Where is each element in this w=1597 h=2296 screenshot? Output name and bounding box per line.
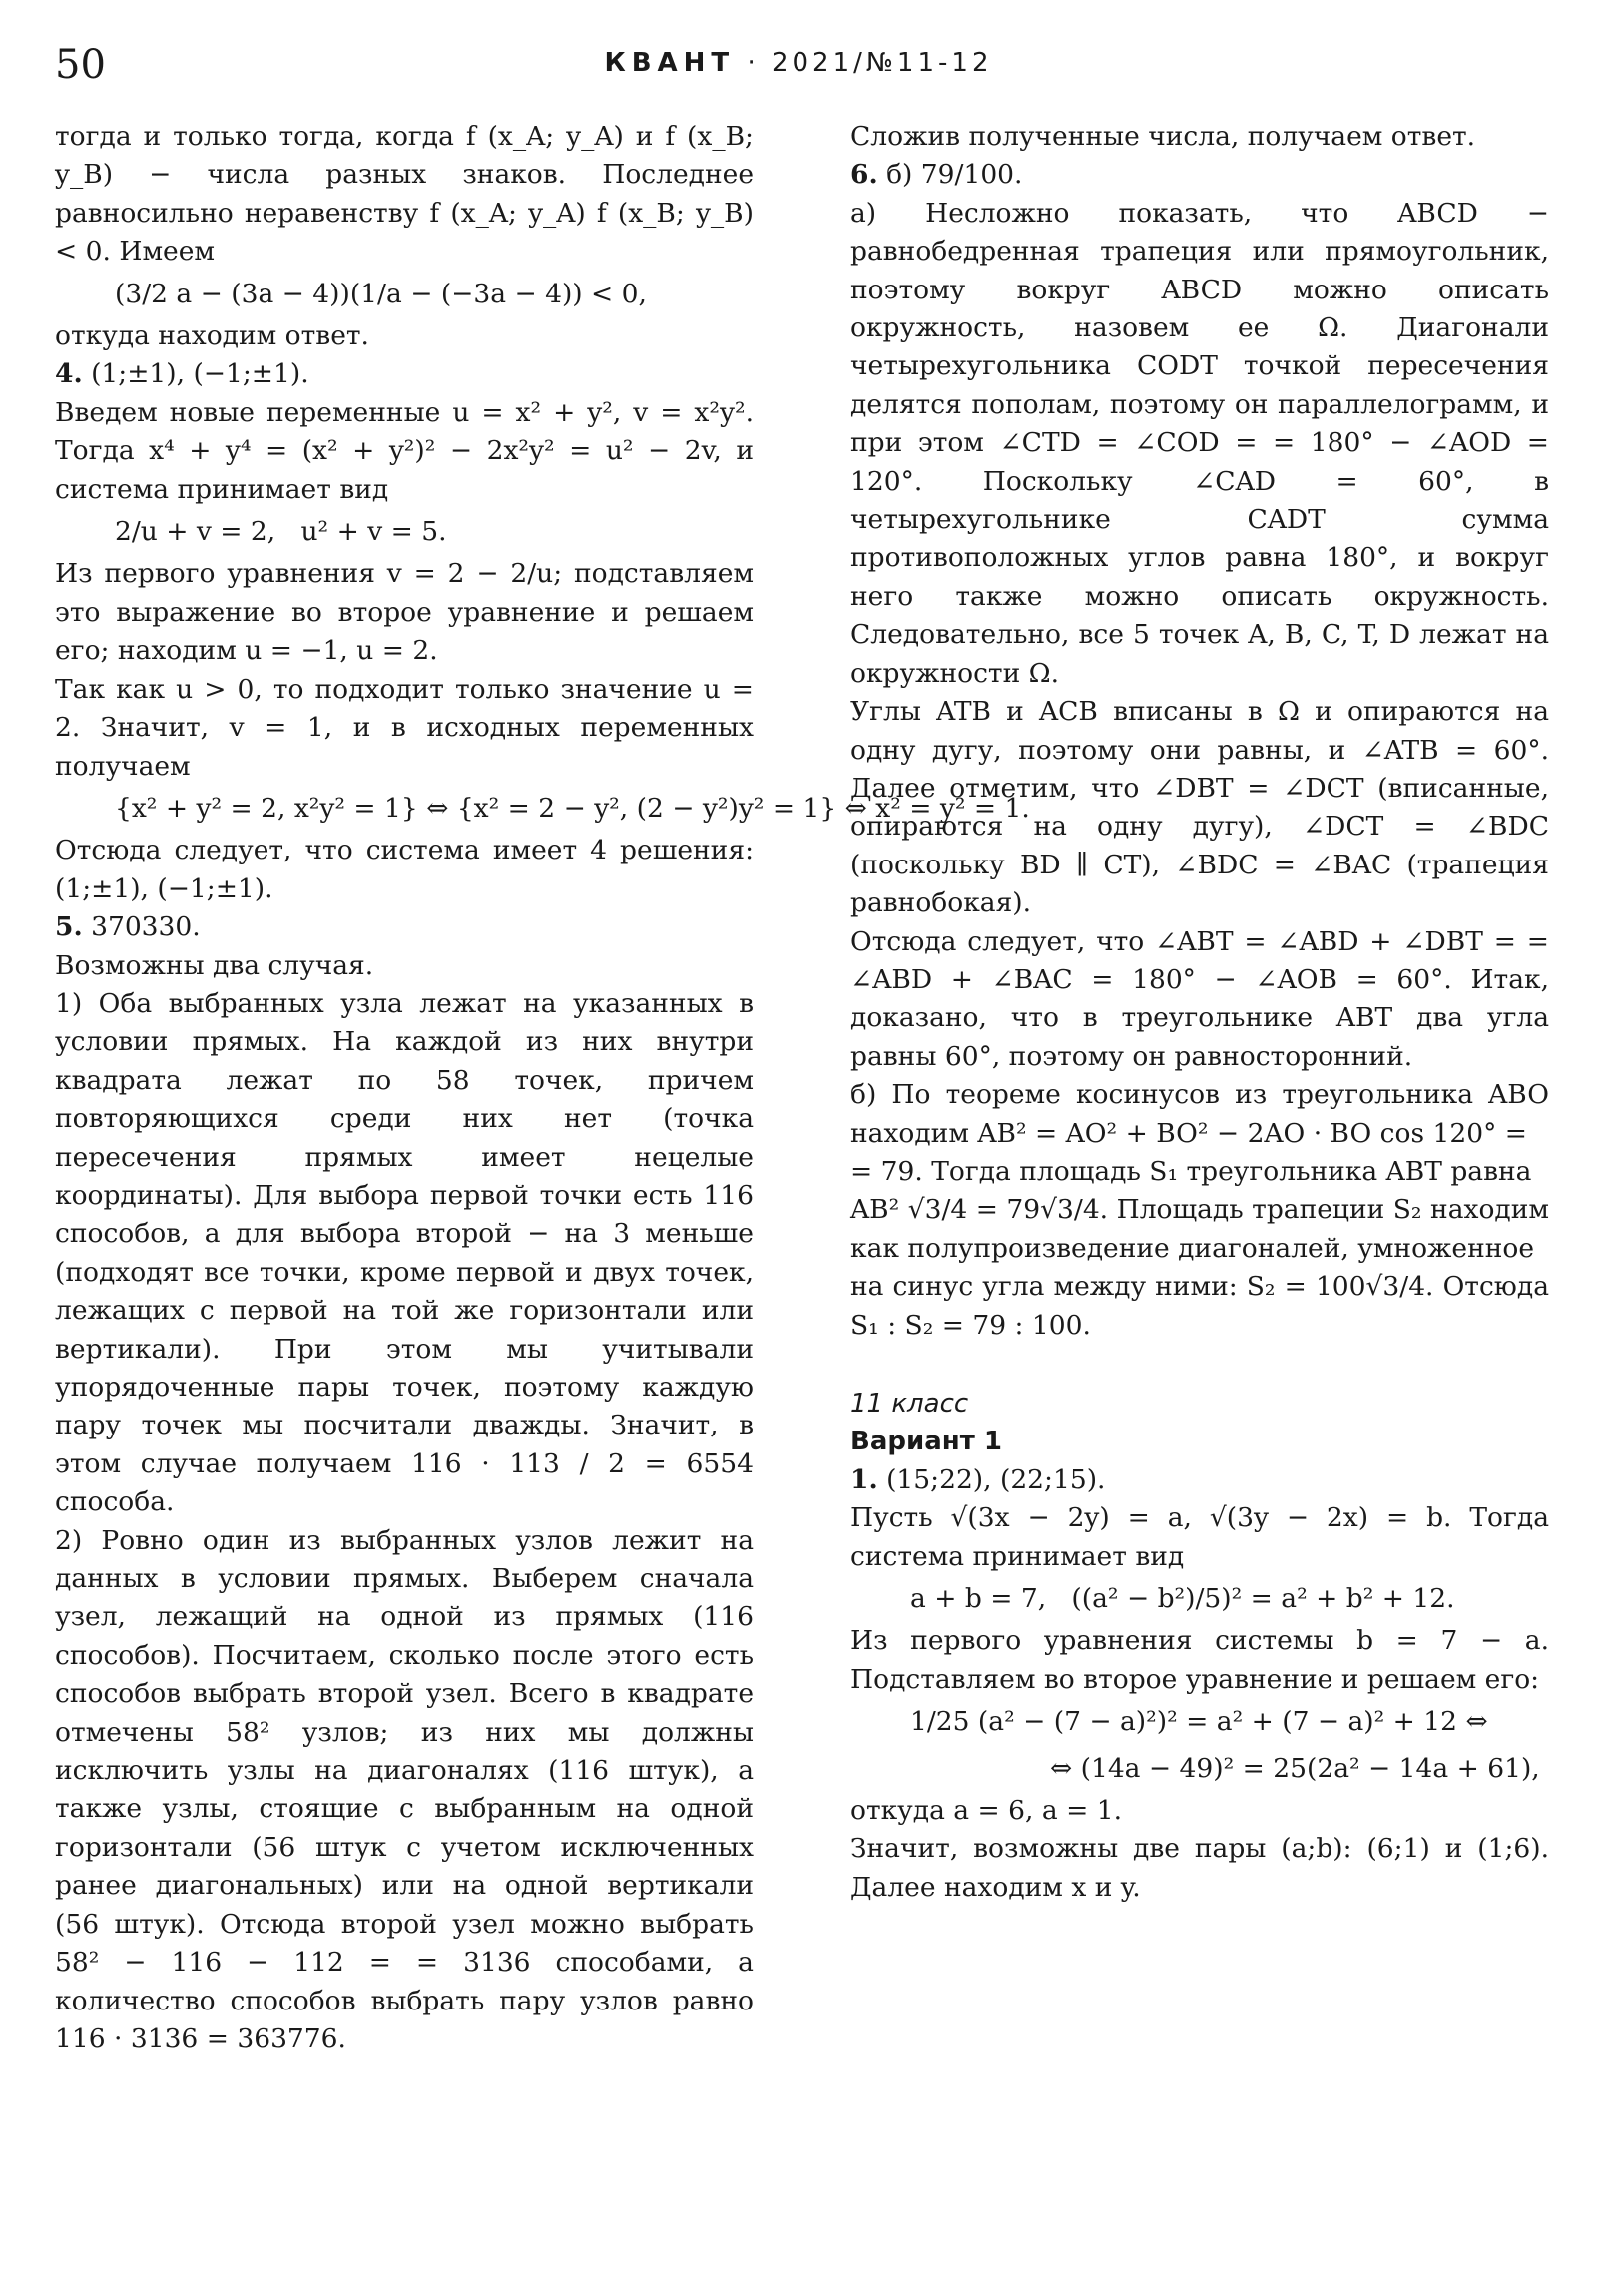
right-column	[850, 118, 1549, 1907]
magazine-title: КВАНТ	[604, 48, 736, 78]
paragraph: Возможны два случая.	[55, 949, 374, 981]
answer-line	[850, 1461, 1549, 1499]
paragraph: откуда находим ответ.	[55, 320, 369, 352]
formula: a + b = 7, ((a² − b²)/5)² = a² + b² + 12.	[910, 1583, 1455, 1615]
answer-text: (15;22), (22;15).	[877, 1463, 1106, 1495]
formula: ⇔ (14a − 49)² = 25(2a² − 14a + 61),	[1050, 1752, 1540, 1784]
paragraph: Отсюда следует, что система имеет 4 решения: (1;±1), (−1;±1).	[55, 835, 754, 904]
problem-number: 4.	[55, 358, 83, 390]
paragraph: Отсюда следует, что ∠ABT = ∠ABD + ∠DBT = = ∠ABD + ∠BAC = 180° − ∠AOB = 60°. Итак, доказано, что в треугольнике ABT два угла равны 60°, поэтому он равносторонний.	[850, 925, 1549, 1072]
answer-line	[850, 156, 1549, 194]
paragraph: тогда и только тогда, когда f (x_A; y_A) и f (x_B; y_B) − числа разных знаков. Последнее равносильно неравенству f (x_A; y_A) f (x_B; y_B) < 0. Имеем	[55, 121, 754, 268]
paragraph: = 79. Тогда площадь S₁ треугольника ABT равна	[850, 1155, 1532, 1187]
running-head	[0, 48, 1597, 78]
formula: 2/u + v = 2, u² + v = 5.	[115, 516, 447, 548]
paragraph: Значит, возможны две пары (a;b): (6;1) и (1;6). Далее находим x и y.	[850, 1833, 1549, 1903]
paragraph: Так как u > 0, то подходит только значение u = 2. Значит, v = 1, и в исходных переменных получаем	[55, 673, 754, 782]
paragraph: б) По теореме косинусов из треугольника ABO находим AB² = AO² + BO² − 2AO · BO cos 120° =	[850, 1079, 1549, 1149]
paragraph: 2) Ровно один из выбранных узлов лежит на данных в условии прямых. Выберем сначала узел, лежащий на одной из прямых (116 способов). Посчитаем, сколько после этого есть способов выбрать второй узел. Всего в квадрате отмечены 58² узлов; из них мы должны исключить узлы на диагоналях (116 штук), а также узлы, стоящие с выбранным на одной горизонтали (56 штук с учетом исключенных ранее диагональных) или на одной вертикали (56 штук). Отсюда второй узел можно выбрать 58² − 116 − 112 = = 3136 способами, а количество способов выбрать пару узлов равно 116 · 3136 = 363776.	[55, 1524, 754, 2054]
formula: 1/25 (a² − (7 − a)²)² = a² + (7 − a)² + 12 ⇔	[910, 1706, 1488, 1738]
paragraph: Из первого уравнения v = 2 − 2/u; подставляем это выражение во второе уравнение и решаем его; находим u = −1, u = 2.	[55, 558, 754, 667]
answer-text: (1;±1), (−1;±1).	[82, 358, 309, 390]
paragraph: Из первого уравнения системы b = 7 − a. Подставляем во второе уравнение и решаем его:	[850, 1625, 1549, 1695]
paragraph: откуда a = 6, a = 1.	[850, 1795, 1123, 1827]
formula: (3/2 a − (3a − 4))(1/a − (−3a − 4)) < 0,	[115, 278, 647, 309]
variant-heading: Вариант 1	[850, 1427, 1002, 1457]
answer-line	[55, 355, 754, 393]
problem-number: 6.	[850, 159, 878, 191]
paragraph: AB² √3/4 = 79√3/4. Площадь трапеции S₂ находим как полупроизведение диагоналей, умноженное	[850, 1194, 1549, 1264]
paragraph: Углы ATB и ACB вписаны в Ω и опираются на одну дугу, поэтому они равны, и ∠ATB = 60°. Далее отметим, что ∠DBT = ∠DCT (вписанные, опираются на одну дугу), ∠DCT = ∠BDC (поскольку BD ∥ CT), ∠BDC = ∠BAC (трапеция равнобокая).	[850, 696, 1549, 919]
answer-text: 370330.	[82, 911, 201, 943]
problem-number: 5.	[55, 911, 83, 943]
answer-text: б) 79/100.	[877, 159, 1023, 191]
paragraph: на синус угла между ними: S₂ = 100√3/4. Отсюда S₁ : S₂ = 79 : 100.	[850, 1271, 1549, 1341]
paragraph: Введем новые переменные u = x² + y², v = x²y². Тогда x⁴ + y⁴ = (x² + y²)² − 2x²y² = u² − 2v, и система принимает вид	[55, 396, 754, 505]
issue-label: · 2021/№11-12	[747, 48, 993, 78]
paragraph: 1) Оба выбранных узла лежат на указанных в условии прямых. На каждой из них внутри квадрата лежат по 58 точек, причем повторяющихся среди них нет (точка пересечения прямых имеет нецелые координаты). Для выбора первой точки есть 116 способов, а для выбора второй − на 3 меньше (подходят все точки, кроме первой и двух точек, лежащих с первой на той же горизонтали или вертикали). При этом мы учитывали упорядоченные пары точек, поэтому каждую пару точек мы посчитали дважды. Значит, в этом случае получаем 116 · 113 / 2 = 6554 способа.	[55, 987, 754, 1518]
problem-number: 1.	[850, 1463, 878, 1495]
paragraph: а) Несложно показать, что ABCD − равнобедренная трапеция или прямоугольник, поэтому вокруг ABCD можно описать окружность, назовем ее Ω. Диагонали четырехугольника CODT точкой пересечения делятся пополам, поэтому он параллелограмм, и при этом ∠CTD = ∠COD = = 180° − ∠AOD = 120°. Поскольку ∠CAD = 60°, в четырехугольнике CADT сумма противоположных углов равна 180°, и вокруг него также можно описать окружность. Следовательно, все 5 точек A, B, C, T, D лежат на окружности Ω.	[850, 197, 1549, 689]
grade-heading: 11 класс	[850, 1389, 969, 1419]
paragraph: Сложив полученные числа, получаем ответ.	[850, 121, 1476, 152]
formula: {x² + y² = 2, x²y² = 1} ⇔ {x² = 2 − y², (2 − y²)y² = 1} ⇔ x² = y² = 1.	[115, 792, 1030, 824]
page-number: 50	[55, 42, 106, 88]
answer-line	[55, 908, 754, 946]
paragraph: Пусть √(3x − 2y) = a, √(3y − 2x) = b. Тогда система принимает вид	[850, 1502, 1549, 1572]
